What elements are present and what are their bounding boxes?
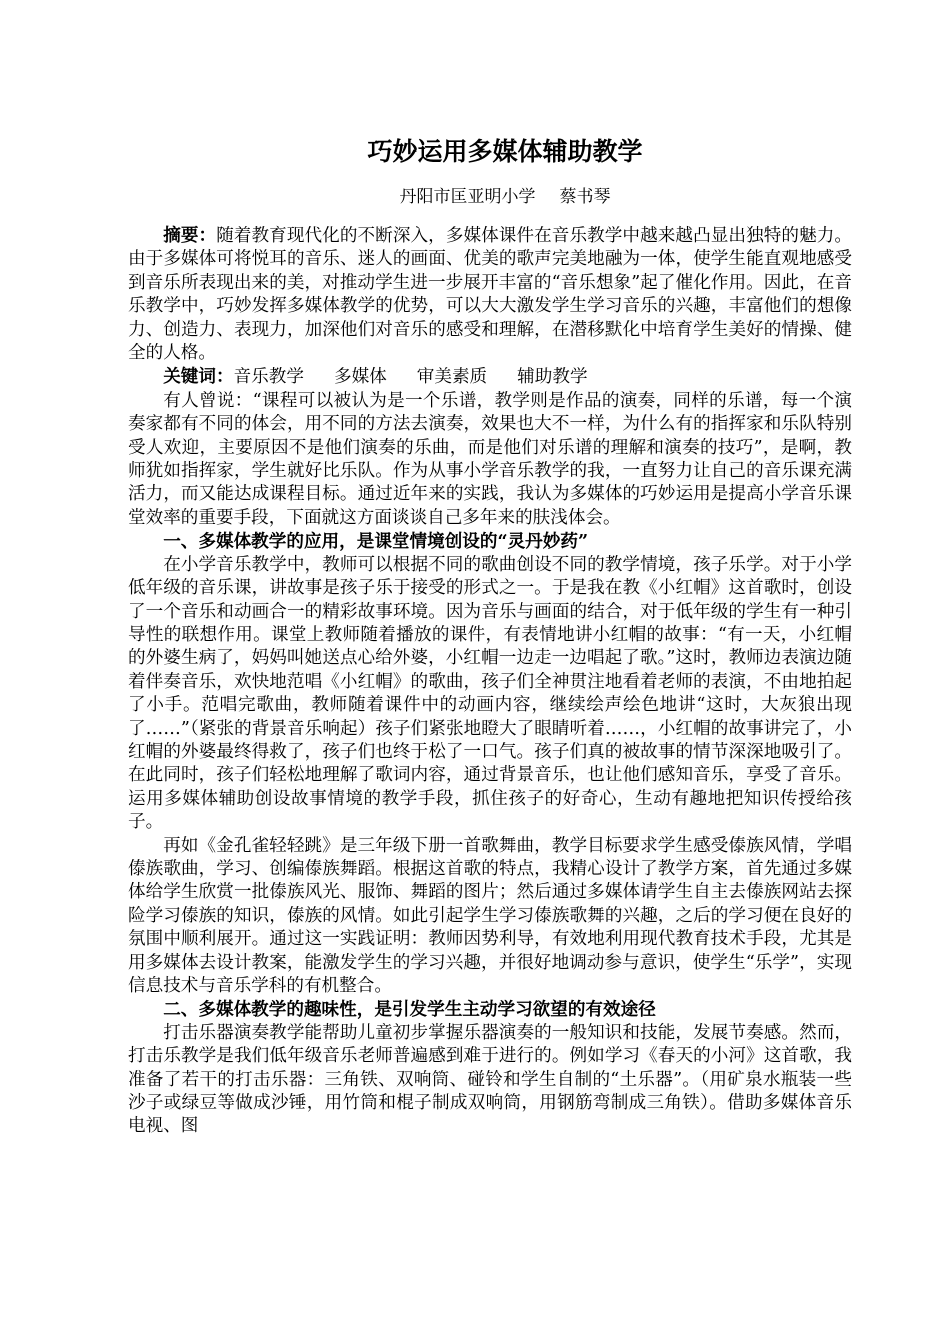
intro-paragraph: 有人曾说：“课程可以被认为是一个乐谱，教学则是作品的演奏，同样的乐谱，每一个演奏家都有不同的体会，用不同的方法去演奏，效果也大不一样，为什么有的指挥家和乐队特别受人欢迎，主要原因不是他们演奏的乐曲，而是他们对乐谱的理解和演奏的技巧”，是啊，教师犹如指挥家，学生就好比乐队。作为从事小学音乐教学的我，一直努力让自己的音乐课充满活力，而又能达成课程目标。通过近年来的实践，我认为多媒体的巧妙运用是提高小学音乐课堂效率的重要手段，下面就这方面谈谈自己多年来的肤浅体会。	[128, 390, 852, 528]
section-heading-2: 二、多媒体教学的趣味性，是引发学生主动学习欲望的有效途径	[163, 999, 656, 1021]
body-paragraph: 在小学音乐教学中，教师可以根据不同的歌曲创设不同的教学情境，孩子乐学。对于小学低年级的音乐课，讲故事是孩子乐于接受的形式之一。于是我在教《小红帽》这首歌时，创设了一个音乐和动画合一的精彩故事环境。因为音乐与画面的结合，对于低年级的学生有一种引导性的联想作用。课堂上教师随着播放的课件，有表情地讲小红帽的故事：“有一天，小红帽的外婆生病了，妈妈叫她送点心给外婆，小红帽一边走一边唱起了歌。”这时，教师边表演边随着伴奏音乐，欢快地范唱《小红帽》的歌曲，孩子们全神贯注地看着老师的表演，不由地拍起了小手。范唱完歌曲，教师随着课件中的动画内容，继续绘声绘色地讲“这时，大灰狼出现了……”（紧张的背景音乐响起）孩子们紧张地瞪大了眼睛听着……，小红帽的故事讲完了，小红帽的外婆最终得救了，孩子们也终于松了一口气。孩子们真的被故事的情节深深地吸引了。在此同时，孩子们轻松地理解了歌词内容，通过背景音乐，也让他们感知音乐，享受了音乐。运用多媒体辅助创设故事情境的教学手段，抓住孩子的好奇心，生动有趣地把知识传授给孩子。	[128, 554, 852, 833]
keywords-label: 关键词：	[163, 366, 234, 388]
body-paragraph: 再如《金孔雀轻轻跳》是三年级下册一首歌舞曲，教学目标要求学生感受傣族风情，学唱傣族歌曲，学习、创编傣族舞蹈。根据这首歌的特点，我精心设计了教学方案，首先通过多媒体给学生欣赏一批傣族风光、服饰、舞蹈的图片；然后通过多媒体请学生自主去傣族网站去探险学习傣族的知识，傣族的风情。如此引起学生学习傣族歌舞的兴趣，之后的学习便在良好的氛围中顺利展开。通过这一实践证明：教师因势利导，有效地利用现代教育技术手段，尤其是用多媒体去设计教案，能激发学生的学习兴趣，并很好地调动参与意识，使学生“乐学”，实现信息技术与音乐学科的有机整合。	[128, 835, 852, 996]
keyword: 音乐教学	[233, 367, 304, 388]
abstract-paragraph	[128, 224, 852, 365]
keyword: 审美素质	[416, 367, 488, 388]
author-line	[128, 182, 852, 212]
abstract-text: 随着教育现代化的不断深入，多媒体课件在音乐教学中越来越凸显出独特的魅力。由于多媒体可将悦耳的音乐、迷人的画面、优美的歌声完美地融为一体，使学生能直观地感受到音乐所表现出来的美，对推动学生进一步展开丰富的“音乐想象”起了催化作用。因此，在音乐教学中，巧妙发挥多媒体教学的优势，可以大大激发学生学习音乐的兴趣，丰富他们的想像力、创造力、表现力，加深他们对音乐的感受和理解，在潜移默化中培育学生美好的情操、健全的人格。	[128, 226, 852, 364]
document-title: 巧妙运用多媒体辅助教学	[367, 137, 643, 166]
author-school: 丹阳市匡亚明小学	[399, 187, 536, 207]
body-paragraph: 打击乐器演奏教学能帮助儿童初步掌握乐器演奏的一般知识和技能，发展节奏感。然而，打击乐教学是我们低年级音乐老师普遍感到难于进行的。例如学习《春天的小河》这首歌，我准备了若干的打击乐器：三角铁、双响筒、碰铃和学生自制的“土乐器”。（用矿泉水瓶装一些沙子或绿豆等做成沙锤，用竹筒和棍子制成双响筒，用钢筋弯制成三角铁）。借助多媒体音乐电视、图	[128, 1022, 852, 1137]
keywords-paragraph	[128, 365, 852, 389]
document-page	[128, 130, 852, 1139]
abstract-label: 摘要：	[163, 225, 217, 246]
keyword: 多媒体	[333, 367, 387, 388]
section-heading-1: 一、多媒体教学的应用，是课堂情境创设的“灵丹妙药”	[163, 531, 589, 553]
keyword: 辅助教学	[517, 367, 588, 388]
author-name: 蔡书琴	[559, 187, 611, 207]
